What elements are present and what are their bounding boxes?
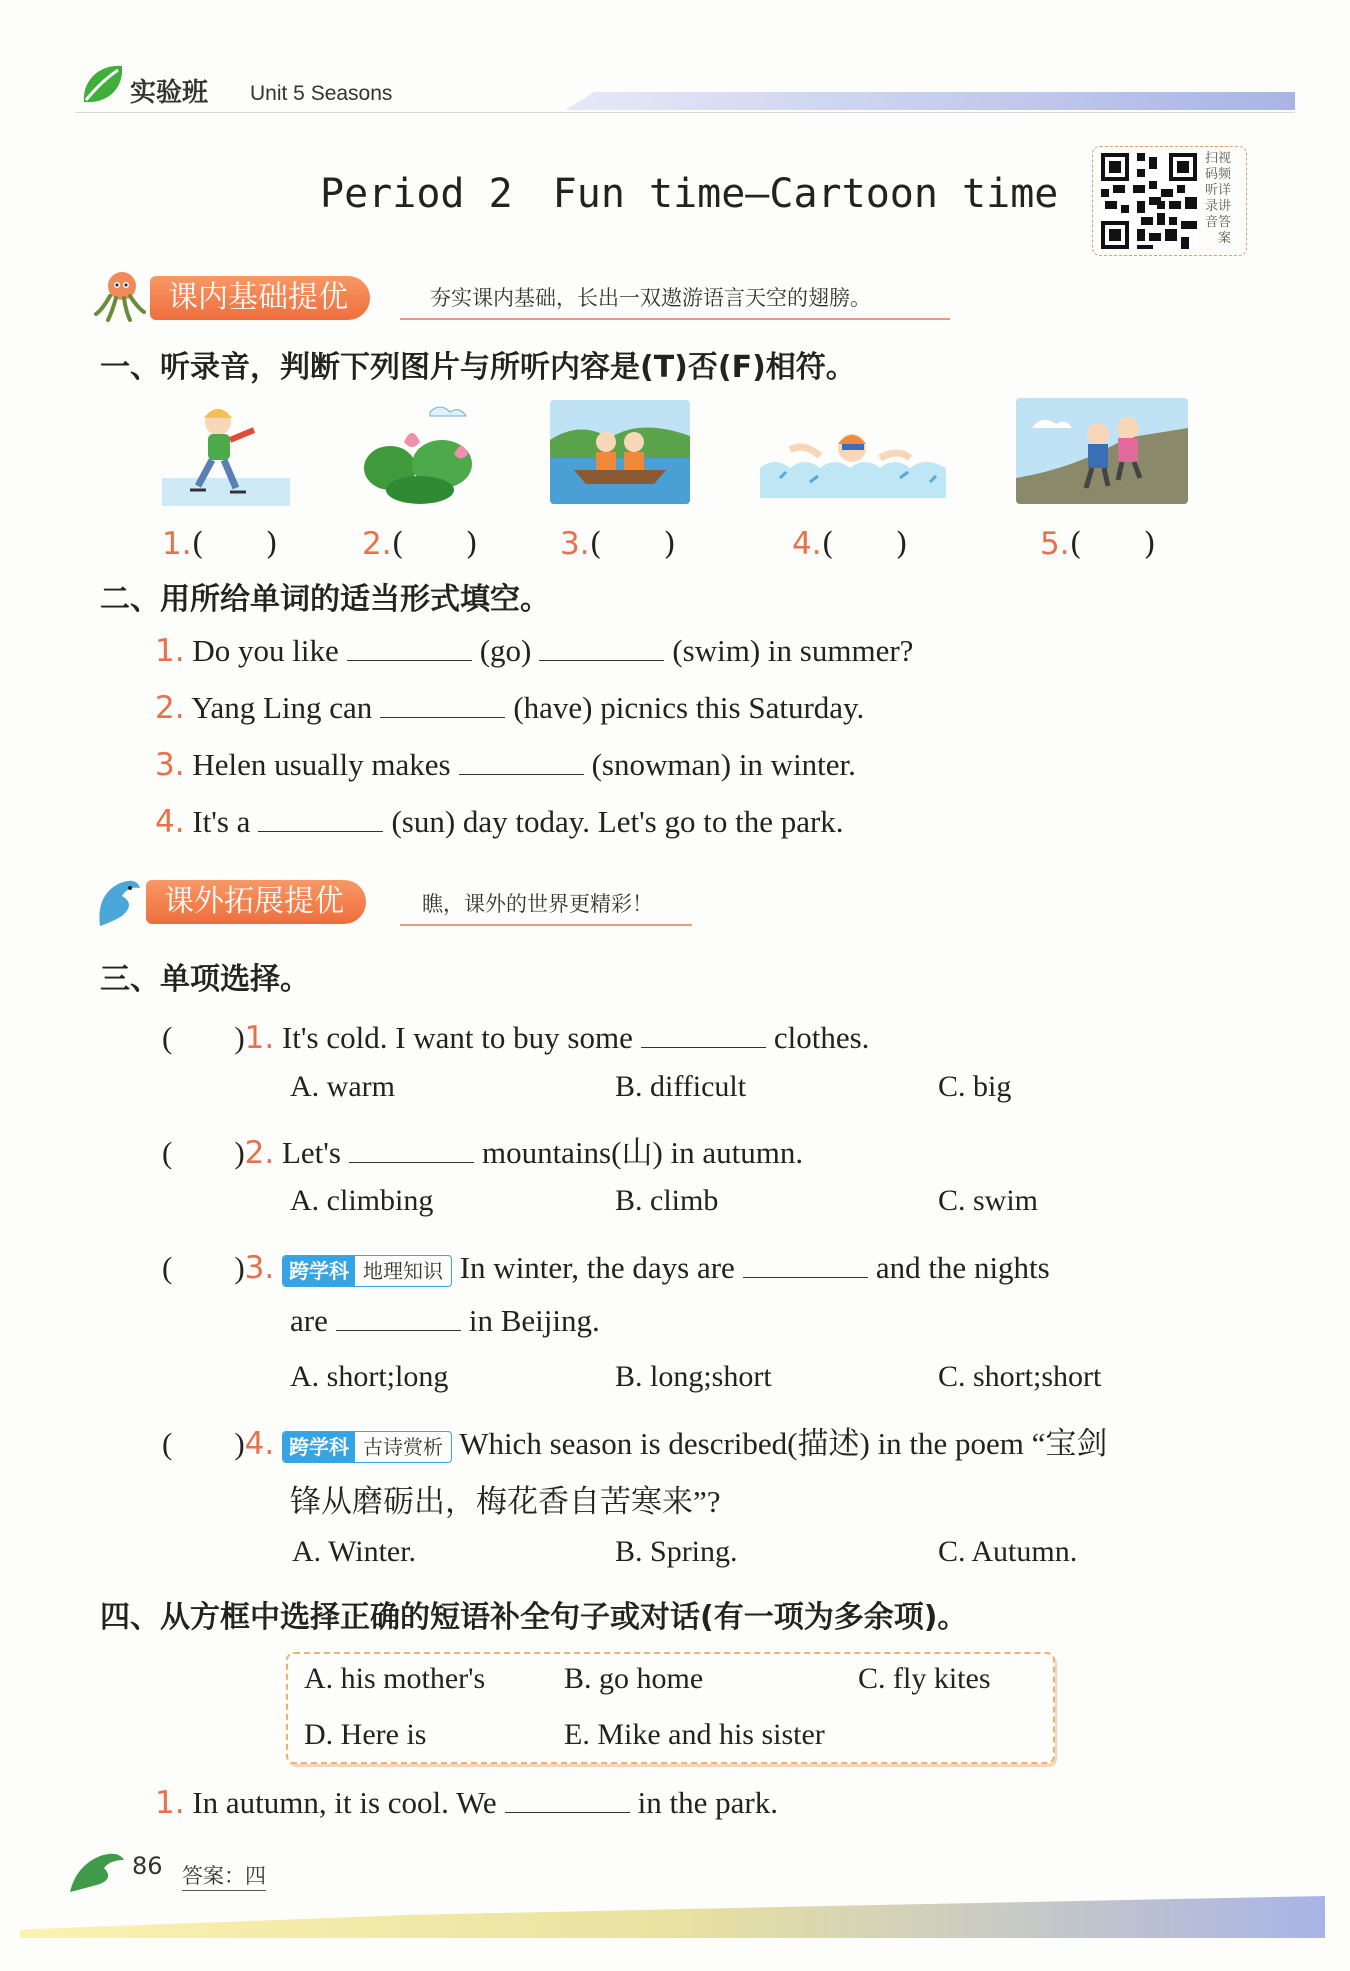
tag-label: 跨学科	[283, 1432, 355, 1462]
q1-option-b[interactable]: B. difficult	[615, 1070, 747, 1103]
part2-line-3	[155, 746, 856, 783]
q4-option-c[interactable]: C. Autumn.	[938, 1535, 1078, 1568]
q1-option-a[interactable]: A. warm	[290, 1070, 395, 1103]
tag-label: 跨学科	[283, 1256, 355, 1286]
sentence-text: Helen usually makes	[192, 747, 451, 782]
phrase-e: E. Mike and his sister	[564, 1718, 825, 1751]
sentence-text: Yang Ling can	[191, 690, 373, 725]
answer-note: 答案：四	[182, 1860, 266, 1891]
phrase-a: A. his mother's	[304, 1662, 486, 1695]
sentence-text: It's a	[192, 804, 251, 839]
part4-heading: 四、从方框中选择正确的短语补全句子或对话(有一项为多余项)。	[100, 1600, 968, 1635]
sentence-text: in the park.	[637, 1785, 778, 1820]
answer-blank[interactable]	[380, 689, 505, 718]
sentence-text: in Beijing.	[468, 1303, 600, 1338]
question-3-cont	[290, 1302, 600, 1339]
answer-blank[interactable]	[336, 1302, 461, 1331]
part2-line-4	[155, 803, 844, 840]
part1-item-4[interactable]	[792, 518, 908, 563]
sentence-text: It's cold. I want to buy some	[281, 1020, 633, 1055]
sentence-text: (sun) day today. Let's go to the park.	[391, 804, 844, 839]
answer-blank[interactable]	[347, 632, 472, 661]
question-3	[162, 1242, 1050, 1287]
answer-paren[interactable]: ( )	[162, 1020, 245, 1055]
answer-blank[interactable]	[505, 1784, 630, 1813]
item-number: 4.	[244, 1426, 275, 1462]
answer-blank[interactable]	[743, 1249, 868, 1278]
part2-heading: 二、用所给单词的适当形式填空。	[100, 582, 550, 617]
answer-blank[interactable]	[258, 803, 383, 832]
q2-option-c[interactable]: C. swim	[938, 1184, 1039, 1217]
header	[0, 0, 1350, 115]
q2-option-b[interactable]: B. climb	[615, 1184, 719, 1217]
part4-line-1	[155, 1784, 778, 1821]
sentence-text: clothes.	[773, 1020, 870, 1055]
sentence-text: (have) picnics this Saturday.	[513, 690, 865, 725]
sentence-text: In autumn, it is cool. We	[192, 1785, 497, 1820]
q2-option-a[interactable]: A. climbing	[290, 1184, 434, 1217]
q4-option-a[interactable]: A. Winter.	[292, 1535, 417, 1568]
phrase-d: D. Here is	[304, 1718, 427, 1751]
boating-kids-picture	[550, 400, 690, 504]
part1-item-3[interactable]	[560, 518, 676, 563]
answer-paren[interactable]: ( )	[162, 1426, 245, 1461]
part1-item-2[interactable]	[362, 518, 478, 563]
answer-blank[interactable]	[539, 632, 664, 661]
section-subtitle-extended: 瞧，课外的世界更精彩！	[400, 888, 692, 926]
squid-mascot-icon	[92, 270, 146, 322]
sentence-text: mountains(山) in autumn.	[481, 1135, 804, 1170]
hiking-kids-picture	[1016, 398, 1188, 504]
leaf-logo-icon	[80, 62, 126, 106]
dolphin-mascot-icon	[92, 876, 144, 932]
tag-topic: 地理知识	[362, 1260, 443, 1283]
item-number: 2.	[362, 526, 392, 562]
header-rule	[75, 112, 1295, 113]
question-2	[162, 1127, 803, 1172]
sentence-text: Do you like	[192, 633, 339, 668]
dolphin-footer-icon	[66, 1846, 128, 1896]
item-number: 3.	[244, 1250, 275, 1286]
sentence-text: In winter, the days are	[459, 1250, 735, 1285]
item-number: 1.	[244, 1020, 275, 1056]
q1-option-c[interactable]: C. big	[938, 1070, 1012, 1103]
item-number: 4.	[155, 804, 185, 840]
header-bar	[565, 92, 1295, 110]
phrase-b: B. go home	[564, 1662, 704, 1695]
subject-tag	[282, 1431, 452, 1463]
item-number: 4.	[792, 526, 822, 562]
subject-tag	[282, 1255, 452, 1287]
question-1	[162, 1012, 869, 1057]
part1-item-1[interactable]	[162, 518, 278, 563]
item-number: 3.	[155, 747, 185, 783]
footer-wave	[20, 1896, 1325, 1938]
item-number: 2.	[155, 690, 185, 726]
sentence-text: Let's	[281, 1135, 341, 1170]
qr-code-panel[interactable]	[1092, 146, 1247, 256]
skating-girl-picture	[162, 400, 290, 506]
page-title: Period 2 Fun time—Cartoon time	[320, 171, 1059, 217]
tag-topic: 古诗赏析	[362, 1436, 443, 1459]
answer-paren[interactable]: ( )	[162, 1250, 245, 1285]
qr-caption: 扫视 码频 听详 录讲 音答 案	[1205, 151, 1232, 246]
unit-label: Unit 5 Seasons	[250, 82, 393, 105]
answer-paren[interactable]: ( )	[191, 526, 278, 562]
answer-paren[interactable]: ( )	[1069, 526, 1156, 562]
q3-option-b[interactable]: B. long;short	[615, 1360, 772, 1393]
item-number: 1.	[155, 1785, 185, 1821]
item-number: 1.	[155, 633, 185, 669]
sentence-text: are	[290, 1303, 328, 1338]
q3-option-a[interactable]: A. short;long	[290, 1360, 449, 1393]
item-number: 5.	[1040, 526, 1070, 562]
part2-line-2	[155, 689, 864, 726]
question-4	[162, 1418, 1107, 1463]
answer-paren[interactable]: ( )	[821, 526, 908, 562]
sentence-text: and the nights	[875, 1250, 1050, 1285]
sentence-text: (swim) in summer?	[672, 633, 914, 668]
part1-item-5[interactable]	[1040, 518, 1156, 563]
item-number: 3.	[560, 526, 590, 562]
answer-paren[interactable]: ( )	[391, 526, 478, 562]
sentence-text: Which season is described(描述) in the poem “宝剑	[459, 1426, 1108, 1461]
q3-option-c[interactable]: C. short;short	[938, 1360, 1102, 1393]
phrase-box	[286, 1652, 1055, 1764]
sentence-text: (go)	[479, 633, 532, 668]
answer-paren[interactable]: ( )	[162, 1135, 245, 1170]
part1-heading: 一、听录音，判断下列图片与所听内容是(T)否(F)相符。	[100, 350, 856, 385]
answer-paren[interactable]: ( )	[589, 526, 676, 562]
question-4-cont: 锋从磨砺出，梅花香自苦寒来”?	[290, 1484, 721, 1519]
lotus-pond-picture	[360, 398, 488, 506]
section-banner-basic: 课内基础提优	[150, 276, 370, 320]
item-number: 1.	[162, 526, 192, 562]
item-number: 2.	[244, 1135, 275, 1171]
section-subtitle-basic: 夯实课内基础，长出一双遨游语言天空的翅膀。	[400, 282, 950, 320]
brand-name: 实验班	[130, 78, 209, 108]
part2-line-1	[155, 632, 913, 669]
q4-option-b[interactable]: B. Spring.	[615, 1535, 738, 1568]
phrase-c: C. fly kites	[858, 1662, 991, 1695]
qr-code-icon[interactable]	[1101, 153, 1197, 249]
swimming-boy-picture	[760, 418, 946, 504]
answer-blank[interactable]	[459, 746, 584, 775]
section-banner-extended: 课外拓展提优	[146, 880, 366, 924]
part3-heading: 三、单项选择。	[100, 962, 310, 997]
answer-blank[interactable]	[349, 1134, 474, 1163]
page-number: 86	[132, 1852, 163, 1880]
sentence-text: (snowman) in winter.	[591, 747, 856, 782]
answer-blank[interactable]	[641, 1019, 766, 1048]
